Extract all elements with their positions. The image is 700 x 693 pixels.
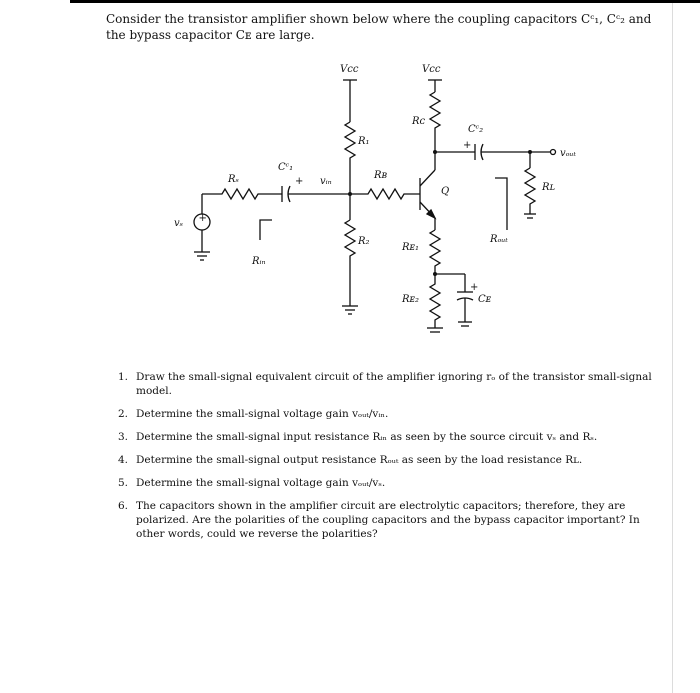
right-edge-line [672,3,673,693]
label-vcc-right: Vcc [422,64,441,75]
label-re2: Rᴇ₂ [402,294,420,305]
question-list [118,370,666,550]
polarity-cc1: + [295,176,304,187]
label-vout: vₒᵤₜ [560,148,576,159]
resistor-rl [525,168,535,214]
resistor-rc [430,92,440,170]
amplifier-circuit-diagram [150,52,600,342]
label-re1: Rᴇ₁ [402,242,420,253]
label-vin: vᵢₙ [320,176,332,187]
label-r1: R₁ [358,136,370,147]
polarity-cc2: + [463,140,472,151]
resistor-r1 [345,122,355,194]
resistor-r2 [345,220,355,306]
question-item: 1. Draw the small-signal equivalent circuit of the amplifier ignoring rₒ of the transistor small-signal model. [118,371,652,397]
label-ce: Cᴇ [478,294,492,305]
label-vcc-left: Vcc [340,64,359,75]
label-cc1: Cᶜ₁ [278,162,294,173]
question-item: 3. Determine the small-signal input resistance Rᵢₙ as seen by the source circuit vₛ and Rₛ. [118,431,598,443]
label-r2: R₂ [358,236,370,247]
polarity-ce: + [470,282,479,293]
question-item: 2. Determine the small-signal voltage gain vₒᵤₜ/vᵢₙ. [118,408,389,420]
label-cc2: Cᶜ₂ [468,124,484,135]
question-item: 5. Determine the small-signal voltage gain vₒᵤₜ/vₛ. [118,477,386,489]
question-item: 6. The capacitors shown in the amplifier circuit are electrolytic capacitors; therefore, they are polarized. Are the polarities of the coupling capacitors and the bypass capacitor important? In other words, could we reverse the polarities? [118,500,640,540]
resistor-rs [202,189,282,199]
resistor-re2 [430,280,440,328]
label-rc: Rᴄ [412,116,426,127]
question-item: 4. Determine the small-signal output resistance Rₒᵤₜ as seen by the load resistance Rʟ. [118,454,583,466]
label-vs: vₛ [174,218,184,229]
label-rout: Rₒᵤₜ [490,234,508,245]
label-rs: Rₛ [228,174,239,185]
label-q: Q [441,186,450,197]
top-border [70,0,700,3]
resistor-rb [350,189,420,199]
problem-intro: Consider the transistor amplifier shown below where the coupling capacitors Cᶜ₁, Cᶜ₂ and the bypass capacitor Cᴇ are large. [106,12,652,42]
label-rin: Rᵢₙ [252,256,266,267]
label-rb: Rʙ [374,170,388,181]
label-rl: Rʟ [542,182,555,193]
polarity-vs: + [198,213,207,224]
